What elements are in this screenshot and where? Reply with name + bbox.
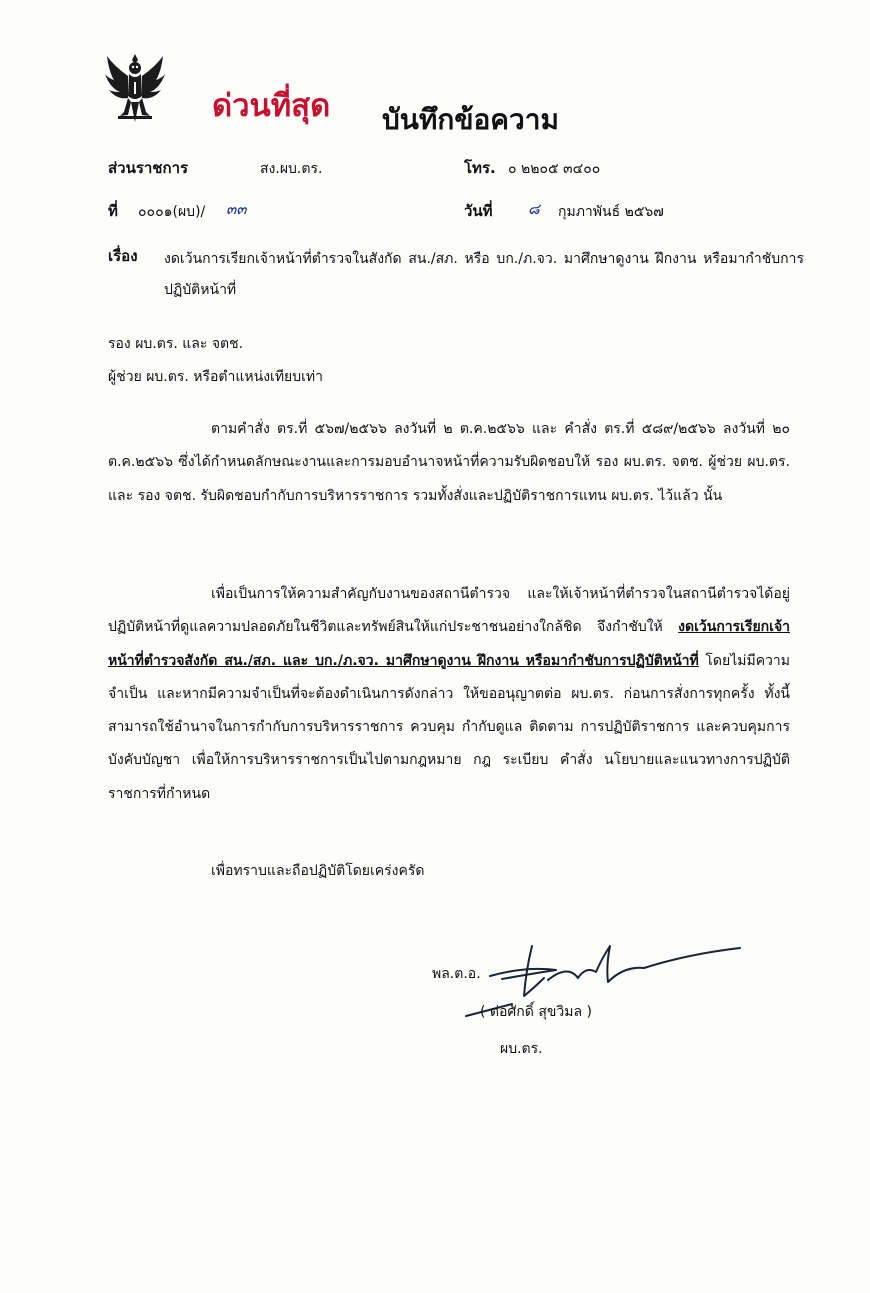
body-paragraph-2 <box>108 578 790 811</box>
agency-value: สง.ผบ.ตร. <box>260 161 323 177</box>
addressee-line-1: รอง ผบ.ตร. และ จตช. <box>108 336 244 352</box>
addressee-line-2: ผู้ช่วย ผบ.ตร. หรือตำแหน่งเทียบเท่า <box>108 369 324 385</box>
date-month-year: กุมภาพันธ์ ๒๕๖๗ <box>558 204 664 220</box>
signer-rank: พล.ต.อ. <box>432 966 481 982</box>
signer-position: ผบ.ตร. <box>500 1041 543 1057</box>
phone-value: ๐ ๒๒๐๕ ๓๔๐๐ <box>508 161 601 177</box>
signer-name: ( ต่อศักดิ์ สุขวิมล ) <box>480 1004 593 1020</box>
subject-label: เรื่อง <box>108 247 138 265</box>
date-label: วันที่ <box>464 202 493 220</box>
ref-label: ที่ <box>108 202 118 220</box>
garuda-emblem-icon <box>104 52 166 124</box>
agency-label: ส่วนราชการ <box>108 159 189 177</box>
body-paragraph-1 <box>108 413 790 513</box>
ref-number-handwritten: ๓๓ <box>226 200 247 218</box>
date-day-handwritten: ๘ <box>528 200 540 218</box>
closing-line: เพื่อทราบและถือปฏิบัติโดยเคร่งครัด <box>211 863 425 879</box>
urgent-stamp: ด่วนที่สุด <box>212 88 331 124</box>
subject-text: งดเว้นการเรียกเจ้าหน้าที่ตำรวจในสังกัด สน./สภ. หรือ บก./ภ.จว. มาศึกษาดูงาน ฝึกงาน หรือมากำชับการปฏิบัติหน้าที่ <box>164 251 804 298</box>
paragraph-2-text-before: เพื่อเป็นการให้ความสำคัญกับงานของสถานีตำรวจ และให้เจ้าหน้าที่ตำรวจในสถานีตำรวจได้อยู่ปฏิบัติหน้าที่ดูแลความปลอดภัยในชีวิตและทรัพย์สินให้แก่ประชาชนอย่างใกล้ชิด จึงกำชับให้ <box>108 586 790 636</box>
paragraph-2-text-after: โดยไม่มีความจำเป็น และหากมีความจำเป็นที่จะต้องดำเนินการดังกล่าว ให้ขออนุญาตต่อ ผบ.ตร. ก่อนการสั่งการทุกครั้ง ทั้งนี้สามารถใช้อำนาจในการกำกับการบริหารราชการ ควบคุม กำกับดูแล ติดตาม การปฏิบัติราชการ และควบคุมการบังคับบัญชา เพื่อให้การบริหารราชการเป็นไปตามกฎหมาย กฎ ระเบียบ คำสั่ง นโยบายและแนวทางการปฏิบัติราชการที่กำหนด <box>108 652 791 802</box>
document-title: บันทึกข้อความ <box>382 103 559 136</box>
paragraph-1-text: ตามคำสั่ง ตร.ที่ ๕๖๗/๒๕๖๖ ลงวันที่ ๒ ต.ค.๒๕๖๖ และ คำสั่ง ตร.ที่ ๕๘๙/๒๕๖๖ ลงวันที่ ๒๐ ต.ค.๒๕๖๖ ซึ่งได้กำหนดลักษณะงานและการมอบอำนาจหน้าที่ความรับผิดชอบให้ รอง ผบ.ตร. จตช. ผู้ช่วย ผบ.ตร. และ รอง จตช. รับผิดชอบกำกับการบริหารราชการ รวมทั้งสั่งและปฏิบัติราชการแทน ผบ.ตร. ไว้แล้ว นั้น <box>108 421 790 504</box>
ref-value: ๐๐๐๑(ผบ)/ <box>138 204 206 220</box>
paragraph-2-emphasis: งดเว้นการเรียกเจ้าหน้าที่ตำรวจสังกัด สน./สภ. และ บก./ภ.จว. มาศึกษาดูงาน ฝึกงาน หรือมากำชับการปฏิบัติหน้าที่ <box>108 619 791 669</box>
phone-label: โทร. <box>464 159 496 177</box>
